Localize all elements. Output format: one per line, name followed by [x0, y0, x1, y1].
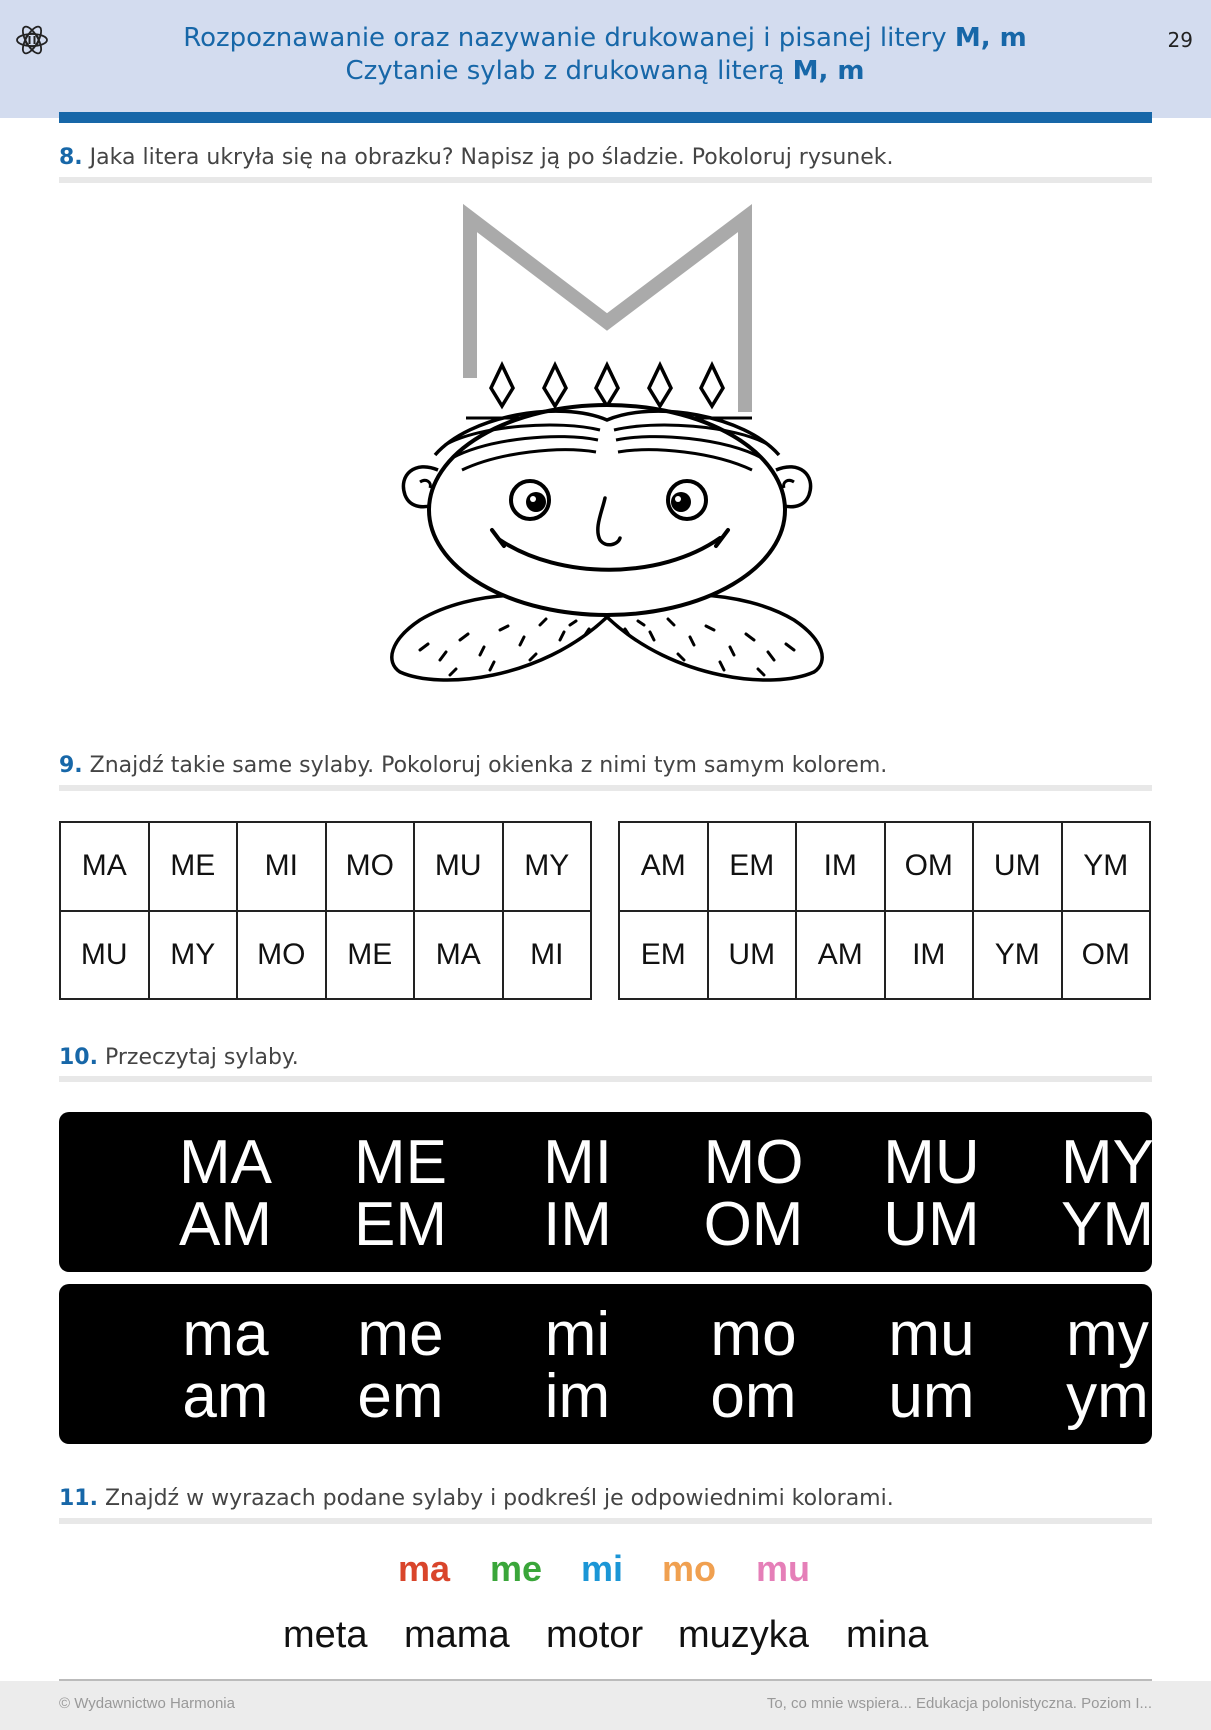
task-10-instruction: 10. Przeczytaj sylaby. [59, 1045, 299, 1070]
syllable-cell[interactable]: EM [708, 822, 797, 911]
page-footer [0, 1681, 1211, 1730]
uppercase-row-1 [59, 1128, 1154, 1197]
syllable-cell[interactable]: IM [796, 822, 885, 911]
syllable: AM [179, 1190, 272, 1259]
syllable: em [357, 1362, 444, 1431]
footer-book-title: To, co mnie wspiera... Edukacja polonistyczna. Poziom I... [766, 1695, 1152, 1712]
syllable: me [357, 1300, 444, 1369]
right-syllable-grid [618, 821, 1151, 1000]
syllable-cell[interactable]: MI [237, 822, 326, 911]
word[interactable]: meta [283, 1614, 368, 1656]
syllable-cell[interactable]: YM [973, 911, 1062, 1000]
syllable-cell[interactable]: OM [885, 822, 974, 911]
syllable: mo [710, 1300, 797, 1369]
syllable-cell[interactable]: MO [326, 822, 415, 911]
footer-publisher: © Wydawnictwo Harmonia [59, 1695, 235, 1712]
syllable-cell[interactable]: AM [619, 822, 708, 911]
syllable-cell[interactable]: IM [885, 911, 974, 1000]
syllable: EM [354, 1190, 447, 1259]
syllable: MU [883, 1128, 980, 1197]
table-row [60, 822, 591, 911]
table-row [60, 911, 591, 1000]
page-title: Rozpoznawanie oraz nazywanie drukowanej i pisanej litery M, m Czytanie sylab z drukowaną literą M, m [183, 23, 1027, 86]
syllable: IM [543, 1190, 612, 1259]
syllable-cell[interactable]: MA [414, 911, 503, 1000]
word[interactable]: mama [404, 1614, 510, 1656]
task-9-instruction: 9. Znajdź takie same sylaby. Pokoloruj okienka z nimi tym samym kolorem. [59, 753, 888, 778]
lowercase-row-2 [59, 1362, 1152, 1431]
header-divider [59, 112, 1152, 123]
syllable-cell[interactable]: MI [503, 911, 592, 1000]
colored-syllable: mo [662, 1548, 716, 1589]
task-11-divider [59, 1518, 1152, 1524]
uppercase-row-2 [59, 1190, 1154, 1259]
king-drawing [380, 200, 840, 690]
word[interactable]: mina [846, 1614, 929, 1656]
page-number: 29 [1167, 28, 1193, 52]
task-10-divider [59, 1076, 1152, 1082]
syllable-cell[interactable]: EM [619, 911, 708, 1000]
syllable-cell[interactable]: OM [1062, 911, 1151, 1000]
syllable-cell[interactable]: MY [149, 911, 238, 1000]
syllable: ME [354, 1128, 447, 1197]
syllable-cell[interactable]: MO [237, 911, 326, 1000]
syllable: YM [1061, 1190, 1154, 1259]
page-header [0, 0, 1211, 118]
uppercase-syllables-box [59, 1112, 1152, 1272]
syllable: MO [703, 1128, 804, 1197]
task-9-divider [59, 785, 1152, 791]
syllable-cell[interactable]: MY [503, 822, 592, 911]
syllable-cell[interactable]: MU [60, 911, 149, 1000]
word[interactable]: muzyka [678, 1614, 809, 1656]
syllable: my [1066, 1300, 1149, 1369]
syllable-cell[interactable]: MA [60, 822, 149, 911]
syllable-cell[interactable]: MU [414, 822, 503, 911]
syllable: um [888, 1362, 975, 1431]
syllable-cell[interactable]: AM [796, 911, 885, 1000]
syllable: MY [1061, 1128, 1154, 1197]
syllable: OM [703, 1190, 804, 1259]
syllable: mu [888, 1300, 975, 1369]
syllable: om [710, 1362, 797, 1431]
colored-syllable: me [490, 1548, 543, 1589]
syllable: mi [544, 1300, 611, 1369]
syllable: ma [182, 1300, 269, 1369]
colored-syllable: ma [398, 1548, 451, 1589]
left-syllable-grid [59, 821, 592, 1000]
lowercase-syllables-box [59, 1284, 1152, 1444]
syllable-cell[interactable]: ME [149, 822, 238, 911]
syllable-cell[interactable]: UM [708, 911, 797, 1000]
syllable: MI [543, 1128, 612, 1197]
syllable-cell[interactable]: ME [326, 911, 415, 1000]
word[interactable]: motor [546, 1614, 644, 1656]
syllable-cell[interactable]: YM [1062, 822, 1151, 911]
task-11-instruction: 11. Znajdź w wyrazach podane sylaby i podkreśl je odpowiednimi kolorami. [59, 1486, 894, 1511]
colored-syllable: mu [756, 1548, 810, 1589]
table-row [619, 911, 1150, 1000]
task-8-divider [59, 177, 1152, 183]
syllable: am [182, 1362, 269, 1431]
syllable: MA [179, 1128, 272, 1197]
syllable: im [544, 1362, 611, 1431]
task-8-instruction: 8. Jaka litera ukryła się na obrazku? Napisz ją po śladzie. Pokoloruj rysunek. [59, 145, 894, 170]
colored-syllable: mi [581, 1548, 624, 1589]
syllable: ym [1066, 1362, 1149, 1431]
syllable-cell[interactable]: UM [973, 822, 1062, 911]
table-row [619, 822, 1150, 911]
lowercase-row-1 [59, 1300, 1152, 1369]
atom-logo-icon [14, 22, 50, 58]
syllable: UM [883, 1190, 980, 1259]
